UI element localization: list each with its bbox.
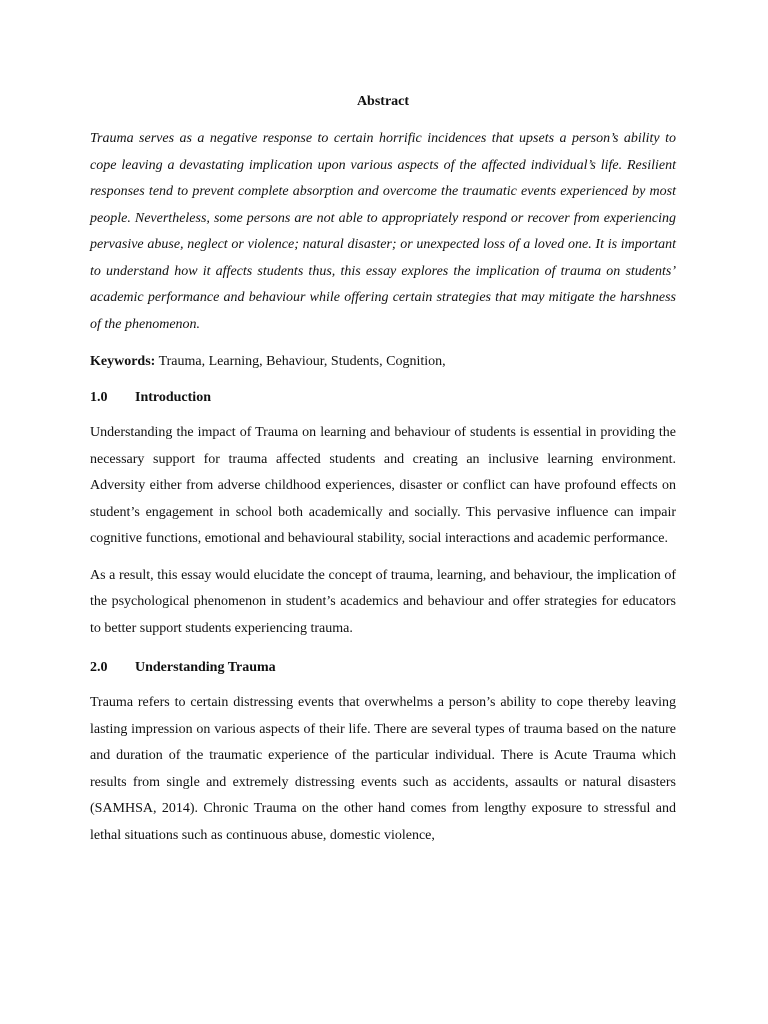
section-title: Understanding Trauma [135, 660, 276, 675]
keywords-label: Keywords: [90, 354, 156, 369]
abstract-heading: Abstract [356, 94, 410, 109]
section-heading-introduction [90, 388, 676, 408]
document-page [90, 92, 676, 849]
keywords-line [90, 352, 676, 372]
intro-paragraph-2: As a result, this essay would elucidate the concept of trauma, learning, and behaviour, the implication of the psychological phenomenon in student’s academics and behaviour and offer strategies for educators to better support students experiencing trauma. [90, 567, 676, 636]
trauma-paragraph-1: Trauma refers to certain distressing events that overwhelms a person’s ability to cope thereby leaving lasting impression on various aspects of their life. There are several types of trauma based on the nature and duration of the traumatic experience of the particular individual. There is Acute Trauma which results from single and extremely distressing events such as accidents, assaults or natural disasters (SAMHSA, 2014). Chronic Trauma on the other hand comes from lengthy exposure to stressful and lethal situations such as continuous abuse, domestic violence, [90, 695, 676, 843]
section-heading-understanding-trauma [90, 658, 676, 678]
keywords-value: Trauma, Learning, Behaviour, Students, Cognition, [158, 354, 446, 369]
abstract-text: Trauma serves as a negative response to certain horrific incidences that upsets a person’s ability to cope leaving a devastating implication upon various aspects of the affected individual’s life. Resilient responses tend to prevent complete absorption and overcome the traumatic events experienced by most people. Nevertheless, some persons are not able to appropriately respond or recover from experiencing pervasive abuse, neglect or violence; natural disaster; or unexpected loss of a loved one. It is important to understand how it affects students thus, this essay explores the implication of trauma on students’ academic performance and behaviour while offering certain strategies that may mitigate the harshness of the phenomenon. [90, 131, 676, 332]
intro-paragraph-1: Understanding the impact of Trauma on learning and behaviour of students is essential in providing the necessary support for trauma affected students and creating an inclusive learning environment. Adversity either from adverse childhood experiences, disaster or conflict can have profound effects on student’s engagement in school both academically and socially. This pervasive influence can impair cognitive functions, emotional and behavioural stability, social interactions and academic performance. [90, 425, 676, 546]
section-title: Introduction [135, 390, 211, 405]
section-number: 1.0 [90, 390, 108, 405]
section-number: 2.0 [90, 660, 108, 675]
